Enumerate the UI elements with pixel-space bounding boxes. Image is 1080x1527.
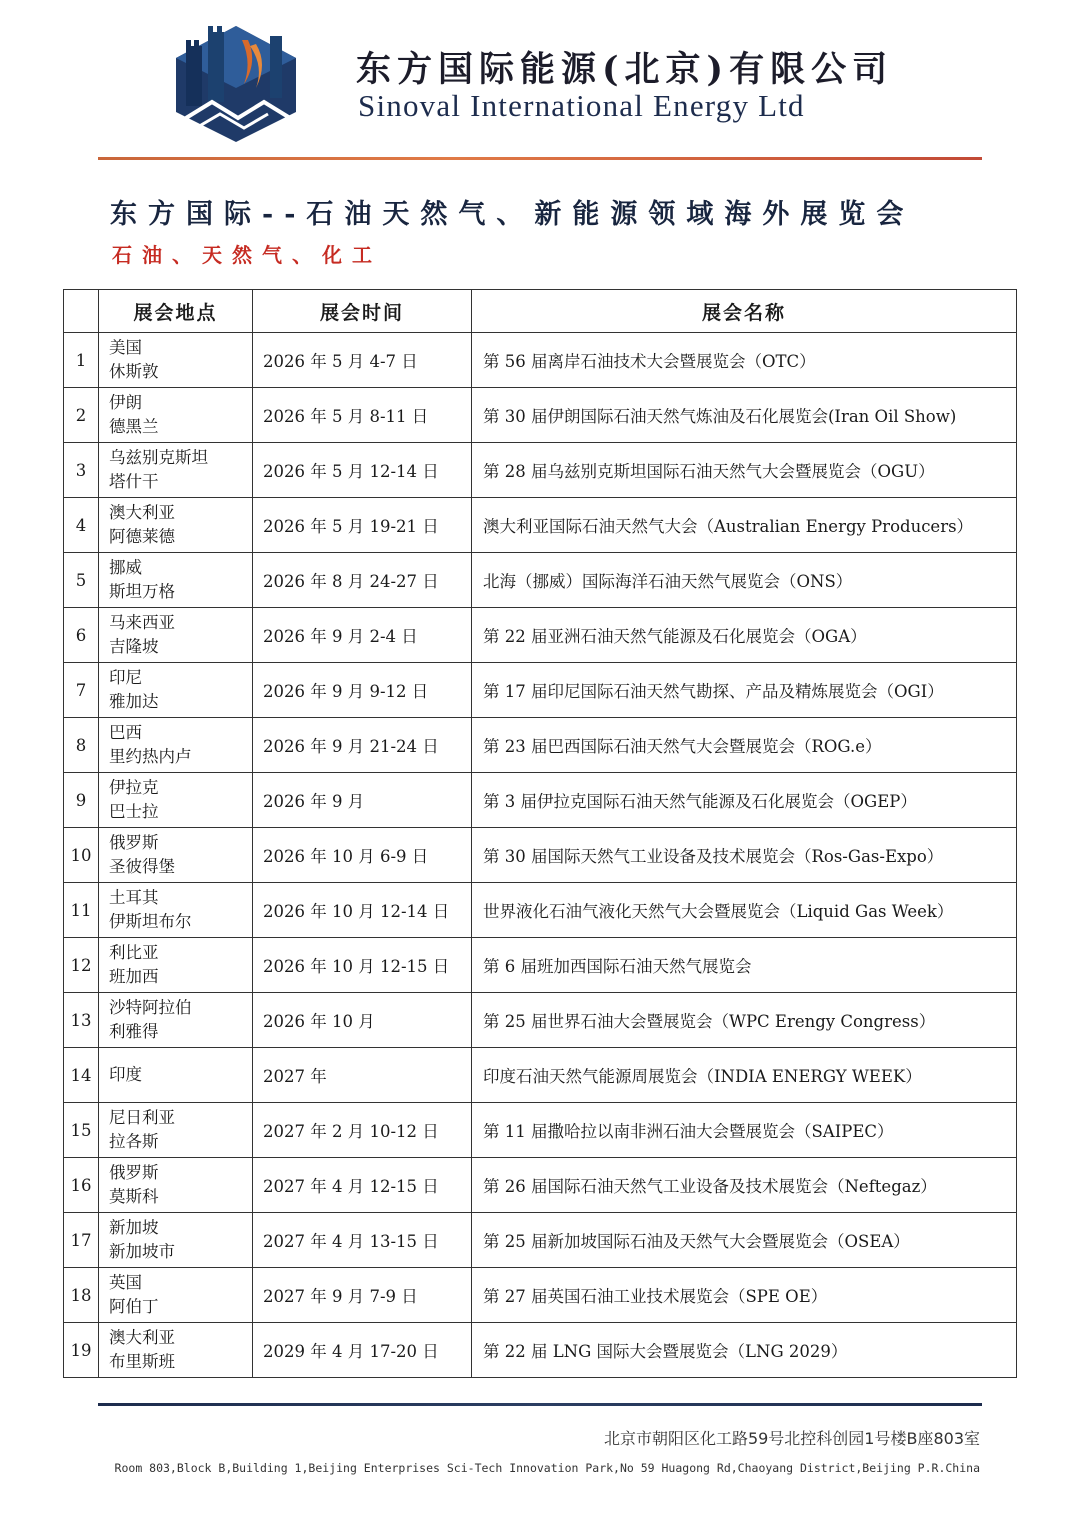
location-city: 里约热内卢: [109, 747, 192, 766]
row-exhibition-name: 第 22 届亚洲石油天然气能源及石化展览会（OGA）: [472, 608, 1017, 663]
row-exhibition-name: 第 30 届伊朗国际石油天然气炼油及石化展览会(Iran Oil Show): [472, 388, 1017, 443]
location-city: 利雅得: [109, 1022, 159, 1041]
row-index: 5: [64, 553, 99, 608]
table-row: [64, 993, 1017, 1048]
location-country: 印度: [109, 1065, 142, 1084]
location-country: 马来西亚: [109, 613, 175, 632]
exhibition-table: [63, 289, 1017, 1378]
location-country: 俄罗斯: [109, 833, 159, 852]
row-exhibition-name: 第 22 届 LNG 国际大会暨展览会（LNG 2029）: [472, 1323, 1017, 1378]
row-index: 15: [64, 1103, 99, 1158]
row-exhibition-name: 第 25 届新加坡国际石油及天然气大会暨展览会（OSEA）: [472, 1213, 1017, 1268]
row-location: [99, 1103, 253, 1158]
row-index: 2: [64, 388, 99, 443]
table-row: [64, 1048, 1017, 1103]
row-index: 17: [64, 1213, 99, 1268]
row-date: 2026 年 5 月 4-7 日: [253, 333, 472, 388]
location-city: 吉隆坡: [109, 637, 159, 656]
row-exhibition-name: 第 11 届撒哈拉以南非洲石油大会暨展览会（SAIPEC）: [472, 1103, 1017, 1158]
location-city: 布里斯班: [109, 1352, 175, 1371]
row-location: [99, 773, 253, 828]
row-index: 6: [64, 608, 99, 663]
row-location: [99, 608, 253, 663]
header-date: 展会时间: [253, 290, 472, 333]
table-row: [64, 938, 1017, 993]
row-date: 2026 年 8 月 24-27 日: [253, 553, 472, 608]
page-header: [0, 0, 1080, 160]
location-country: 伊朗: [109, 393, 142, 412]
location-country: 土耳其: [109, 888, 159, 907]
row-exhibition-name: 第 26 届国际石油天然气工业设备及技术展览会（Neftegaz）: [472, 1158, 1017, 1213]
row-location: [99, 498, 253, 553]
row-index: 14: [64, 1048, 99, 1103]
header-location: 展会地点: [99, 290, 253, 333]
location-city: 雅加达: [109, 692, 159, 711]
row-location: [99, 1158, 253, 1213]
location-country: 乌兹别克斯坦: [109, 448, 208, 467]
row-date: 2026 年 9 月 2-4 日: [253, 608, 472, 663]
row-index: 7: [64, 663, 99, 718]
row-date: 2029 年 4 月 17-20 日: [253, 1323, 472, 1378]
row-index: 18: [64, 1268, 99, 1323]
row-date: 2026 年 10 月 12-15 日: [253, 938, 472, 993]
location-country: 新加坡: [109, 1218, 159, 1237]
row-date: 2027 年 4 月 12-15 日: [253, 1158, 472, 1213]
company-name-cn: 东方国际能源(北京)有限公司: [356, 49, 894, 90]
row-index: 8: [64, 718, 99, 773]
footer-divider: [98, 1403, 982, 1406]
row-location: [99, 553, 253, 608]
table-row: [64, 443, 1017, 498]
row-index: 12: [64, 938, 99, 993]
row-index: 4: [64, 498, 99, 553]
location-city: 阿德莱德: [109, 527, 175, 546]
table-row: [64, 773, 1017, 828]
row-index: 1: [64, 333, 99, 388]
row-index: 10: [64, 828, 99, 883]
table-row: [64, 608, 1017, 663]
footer-address-cn: 北京市朝阳区化工路59号北控科创园1号楼B座803室: [603, 1429, 980, 1448]
row-location: [99, 1048, 253, 1103]
location-country: 利比亚: [109, 943, 159, 962]
row-location: [99, 1268, 253, 1323]
location-city: 班加西: [109, 967, 159, 986]
location-country: 英国: [109, 1273, 142, 1292]
row-exhibition-name: 第 6 届班加西国际石油天然气展览会: [472, 938, 1017, 993]
row-location: [99, 938, 253, 993]
document-subtitle: 石油、天然气、化工: [112, 243, 382, 267]
row-location: [99, 993, 253, 1048]
row-index: 19: [64, 1323, 99, 1378]
location-country: 尼日利亚: [109, 1108, 175, 1127]
table-row: [64, 1268, 1017, 1323]
table-row: [64, 1158, 1017, 1213]
table-row: [64, 883, 1017, 938]
location-country: 挪威: [109, 558, 142, 577]
company-logo: [172, 22, 300, 144]
header-index: [64, 290, 99, 333]
row-date: 2027 年 2 月 10-12 日: [253, 1103, 472, 1158]
row-location: [99, 388, 253, 443]
row-location: [99, 828, 253, 883]
row-date: 2026 年 5 月 19-21 日: [253, 498, 472, 553]
location-city: 阿伯丁: [109, 1297, 159, 1316]
location-city: 塔什干: [109, 472, 159, 491]
location-city: 莫斯科: [109, 1187, 159, 1206]
row-location: [99, 443, 253, 498]
table-header-row: [64, 290, 1017, 333]
row-location: [99, 333, 253, 388]
location-country: 印尼: [109, 668, 142, 687]
row-date: 2026 年 10 月 12-14 日: [253, 883, 472, 938]
location-country: 澳大利亚: [109, 1328, 175, 1347]
table-row: [64, 333, 1017, 388]
location-city: 拉各斯: [109, 1132, 159, 1151]
row-location: [99, 1323, 253, 1378]
row-exhibition-name: 第 3 届伊拉克国际石油天然气能源及石化展览会（OGEP）: [472, 773, 1017, 828]
row-index: 11: [64, 883, 99, 938]
location-city: 德黑兰: [109, 417, 159, 436]
row-exhibition-name: 北海（挪威）国际海洋石油天然气展览会（ONS）: [472, 553, 1017, 608]
row-exhibition-name: 第 27 届英国石油工业技术展览会（SPE OE）: [472, 1268, 1017, 1323]
location-country: 伊拉克: [109, 778, 159, 797]
row-exhibition-name: 澳大利亚国际石油天然气大会（Australian Energy Producers）: [472, 498, 1017, 553]
table-row: [64, 498, 1017, 553]
location-country: 俄罗斯: [109, 1163, 159, 1182]
table-row: [64, 1213, 1017, 1268]
location-country: 巴西: [109, 723, 142, 742]
row-date: 2026 年 5 月 12-14 日: [253, 443, 472, 498]
row-exhibition-name: 第 28 届乌兹别克斯坦国际石油天然气大会暨展览会（OGU）: [472, 443, 1017, 498]
header-name: 展会名称: [472, 290, 1017, 333]
location-city: 新加坡市: [109, 1242, 175, 1261]
row-date: 2026 年 10 月: [253, 993, 472, 1048]
row-exhibition-name: 世界液化石油气液化天然气大会暨展览会（Liquid Gas Week）: [472, 883, 1017, 938]
row-date: 2026 年 9 月: [253, 773, 472, 828]
location-city: 圣彼得堡: [109, 857, 175, 876]
document-title: 东方国际--石油天然气、新能源领域海外展览会: [110, 199, 915, 230]
row-exhibition-name: 印度石油天然气能源周展览会（INDIA ENERGY WEEK）: [472, 1048, 1017, 1103]
row-date: 2027 年: [253, 1048, 472, 1103]
row-date: 2026 年 10 月 6-9 日: [253, 828, 472, 883]
header-divider: [98, 157, 982, 160]
row-location: [99, 1213, 253, 1268]
table-row: [64, 1323, 1017, 1378]
row-exhibition-name: 第 56 届离岸石油技术大会暨展览会（OTC）: [472, 333, 1017, 388]
row-index: 9: [64, 773, 99, 828]
row-index: 13: [64, 993, 99, 1048]
row-index: 16: [64, 1158, 99, 1213]
table-row: [64, 828, 1017, 883]
row-location: [99, 663, 253, 718]
location-country: 澳大利亚: [109, 503, 175, 522]
location-city: 巴士拉: [109, 802, 159, 821]
row-exhibition-name: 第 17 届印尼国际石油天然气勘探、产品及精炼展览会（OGI）: [472, 663, 1017, 718]
table-row: [64, 388, 1017, 443]
table-row: [64, 1103, 1017, 1158]
table-row: [64, 553, 1017, 608]
row-index: 3: [64, 443, 99, 498]
row-exhibition-name: 第 30 届国际天然气工业设备及技术展览会（Ros-Gas-Expo）: [472, 828, 1017, 883]
row-date: 2026 年 9 月 21-24 日: [253, 718, 472, 773]
location-country: 美国: [109, 338, 142, 357]
row-date: 2026 年 5 月 8-11 日: [253, 388, 472, 443]
row-date: 2027 年 9 月 7-9 日: [253, 1268, 472, 1323]
row-exhibition-name: 第 25 届世界石油大会暨展览会（WPC Erengy Congress）: [472, 993, 1017, 1048]
location-city: 休斯敦: [109, 362, 159, 381]
location-country: 沙特阿拉伯: [109, 998, 192, 1017]
location-city: 斯坦万格: [109, 582, 175, 601]
row-exhibition-name: 第 23 届巴西国际石油天然气大会暨展览会（ROG.e）: [472, 718, 1017, 773]
row-location: [99, 883, 253, 938]
company-name-en: Sinoval International Energy Ltd: [358, 88, 805, 123]
footer-address-en: Room 803,Block B,Building 1,Beijing Enterprises Sci-Tech Innovation Park,No 59 Huagong Rd,Chaoyang District,Beijing P.R.China: [114, 1461, 980, 1475]
table-row: [64, 663, 1017, 718]
table-row: [64, 718, 1017, 773]
row-date: 2026 年 9 月 9-12 日: [253, 663, 472, 718]
location-city: 伊斯坦布尔: [109, 912, 192, 931]
row-date: 2027 年 4 月 13-15 日: [253, 1213, 472, 1268]
row-location: [99, 718, 253, 773]
